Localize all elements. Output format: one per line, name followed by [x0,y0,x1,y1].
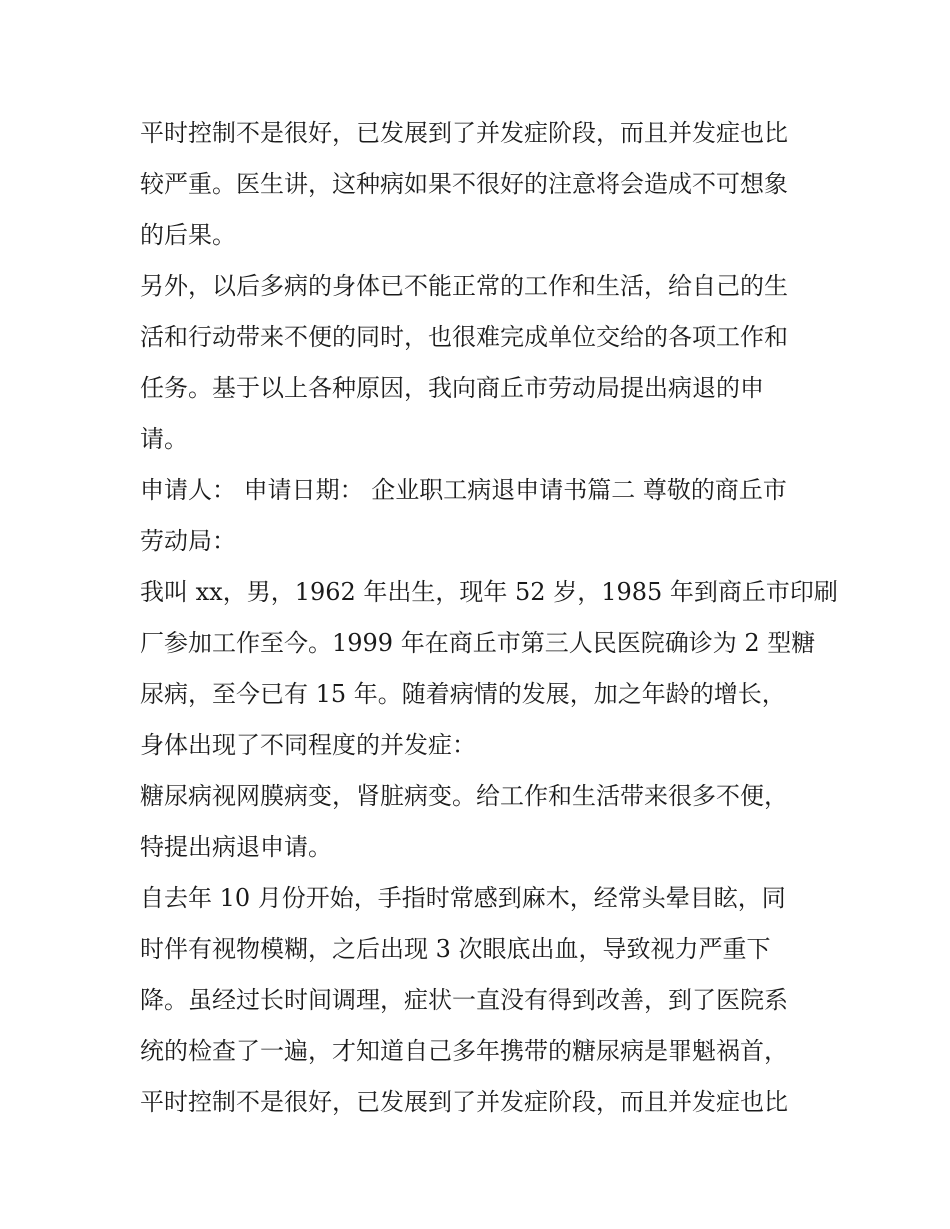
text-line: 自去年 10 月份开始，手指时常感到麻木，经常头晕目眩，同 [140,884,786,912]
text-line: 我叫 xx，男，1962 年出生，现年 52 岁，1985 年到商丘市印刷 [140,578,838,606]
text-line: 糖尿病视网膜病变，肾脏病变。给工作和生活带来很多不便， [140,782,788,810]
text-line: 的后果。 [140,221,236,249]
text-line: 申请人： 申请日期： 企业职工病退申请书篇二 尊敬的商丘市 [140,476,787,504]
text-line: 劳动局： [140,527,236,555]
text-line: 时伴有视物模糊，之后出现 3 次眼底出血，导致视力严重下 [140,935,771,963]
text-line: 降。虽经过长时间调理，症状一直没有得到改善，到了医院系 [140,986,788,1014]
document-body [140,108,838,1128]
text-line: 请。 [140,425,188,453]
text-line: 尿病，至今已有 15 年。随着病情的发展，加之年龄的增长， [140,680,786,708]
text-line: 平时控制不是很好，已发展到了并发症阶段，而且并发症也比 [140,1088,788,1116]
text-line: 较严重。医生讲，这种病如果不很好的注意将会造成不可想象 [140,170,788,198]
text-line: 另外，以后多病的身体已不能正常的工作和生活，给自己的生 [140,272,788,300]
text-line: 厂参加工作至今。1999 年在商丘市第三人民医院确诊为 2 型糖 [140,629,816,657]
text-line: 身体出现了不同程度的并发症： [140,731,476,759]
text-line: 任务。基于以上各种原因，我向商丘市劳动局提出病退的申 [140,374,764,402]
text-line: 特提出病退申请。 [140,833,332,861]
text-line: 活和行动带来不便的同时，也很难完成单位交给的各项工作和 [140,323,788,351]
text-line: 统的检查了一遍，才知道自己多年携带的糖尿病是罪魁祸首， [140,1037,788,1065]
text-line: 平时控制不是很好，已发展到了并发症阶段，而且并发症也比 [140,119,788,147]
